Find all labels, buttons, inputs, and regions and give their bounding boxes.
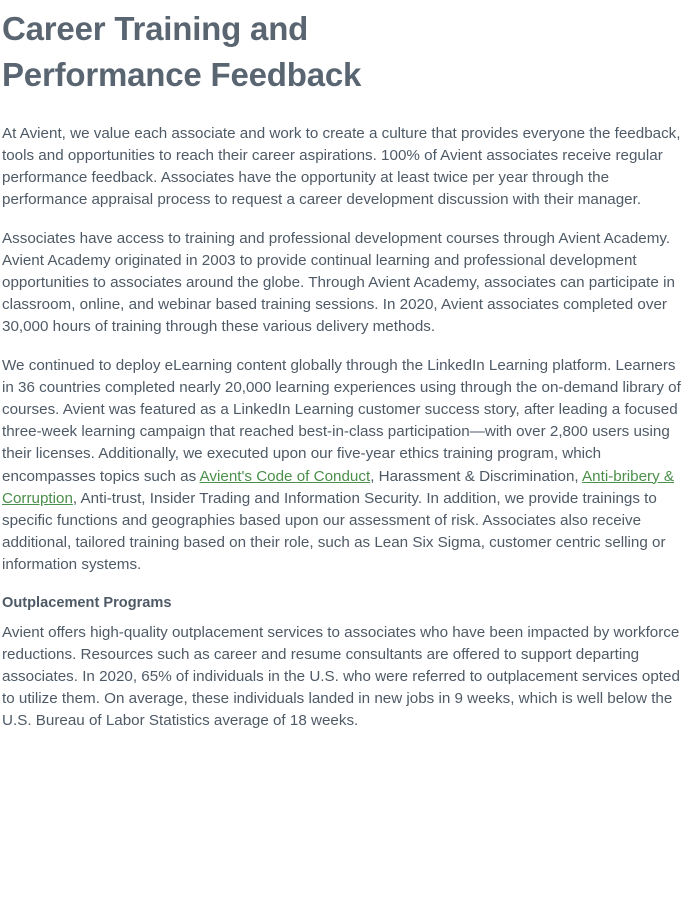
page-title-line-1: Career Training and bbox=[2, 10, 309, 47]
paragraph-elearning-part-2: , Harassment & Discrimination, bbox=[370, 467, 583, 485]
link-code-of-conduct[interactable]: Avient's Code of Conduct bbox=[199, 467, 371, 485]
page-title bbox=[2, 0, 689, 97]
paragraph-avient-academy: Associates have access to training and professional development courses through Avient Academy. Avient Academy originated in 2003 to provide continual learning and professional development opportunities to associates around the globe. Through Avient Academy, associates can participate in classroom, online, and webinar based training sessions. In 2020, Avient associates completed over 30,000 hours of training through these various delivery methods. bbox=[2, 230, 675, 336]
subheading-outplacement-programs: Outplacement Programs bbox=[2, 594, 172, 611]
page-title-line-2: Performance Feedback bbox=[2, 55, 362, 93]
paragraph-elearning-ethics bbox=[2, 355, 689, 575]
paragraph-elearning-part-3: , Anti-trust, Insider Trading and Information Security. In addition, we provide trainings to specific functions and geographies based upon our assessment of risk. Associates also receive additional, tailored training based on their role, such as Lean Six Sigma, customer centric selling or information systems. bbox=[2, 489, 666, 573]
link-anti-bribery-corruption[interactable]: Anti-bribery & Corruption bbox=[2, 467, 675, 507]
paragraph-elearning-part-1: We continued to deploy eLearning content globally through the LinkedIn Learning platform. Learners in 36 countries completed nearly 20,000 learning experiences using through the on-demand library of courses. Avient was featured as a LinkedIn Learning customer success story, after leading a focused three-week learning campaign that reached best-in-class participation—with over 2,800 users using their licenses. Additionally, we executed upon our five-year ethics training program, which encompasses topics such as bbox=[2, 357, 681, 485]
paragraph-outplacement: Avient offers high-quality outplacement services to associates who have been impacted by workforce reductions. Resources such as career and resume consultants are offered to support departing associates. In 2020, 65% of individuals in the U.S. who were referred to outplacement services opted to utilize them. On average, these individuals landed in new jobs in 9 weeks, which is well below the U.S. Bureau of Labor Statistics average of 18 weeks. bbox=[2, 624, 680, 730]
paragraph-career-culture: At Avient, we value each associate and work to create a culture that provides everyone the feedback, tools and opportunities to reach their career aspirations. 100% of Avient associates receive regular performance feedback. Associates have the opportunity at least twice per year through the performance appraisal process to request a career development discussion with their manager. bbox=[2, 125, 681, 209]
